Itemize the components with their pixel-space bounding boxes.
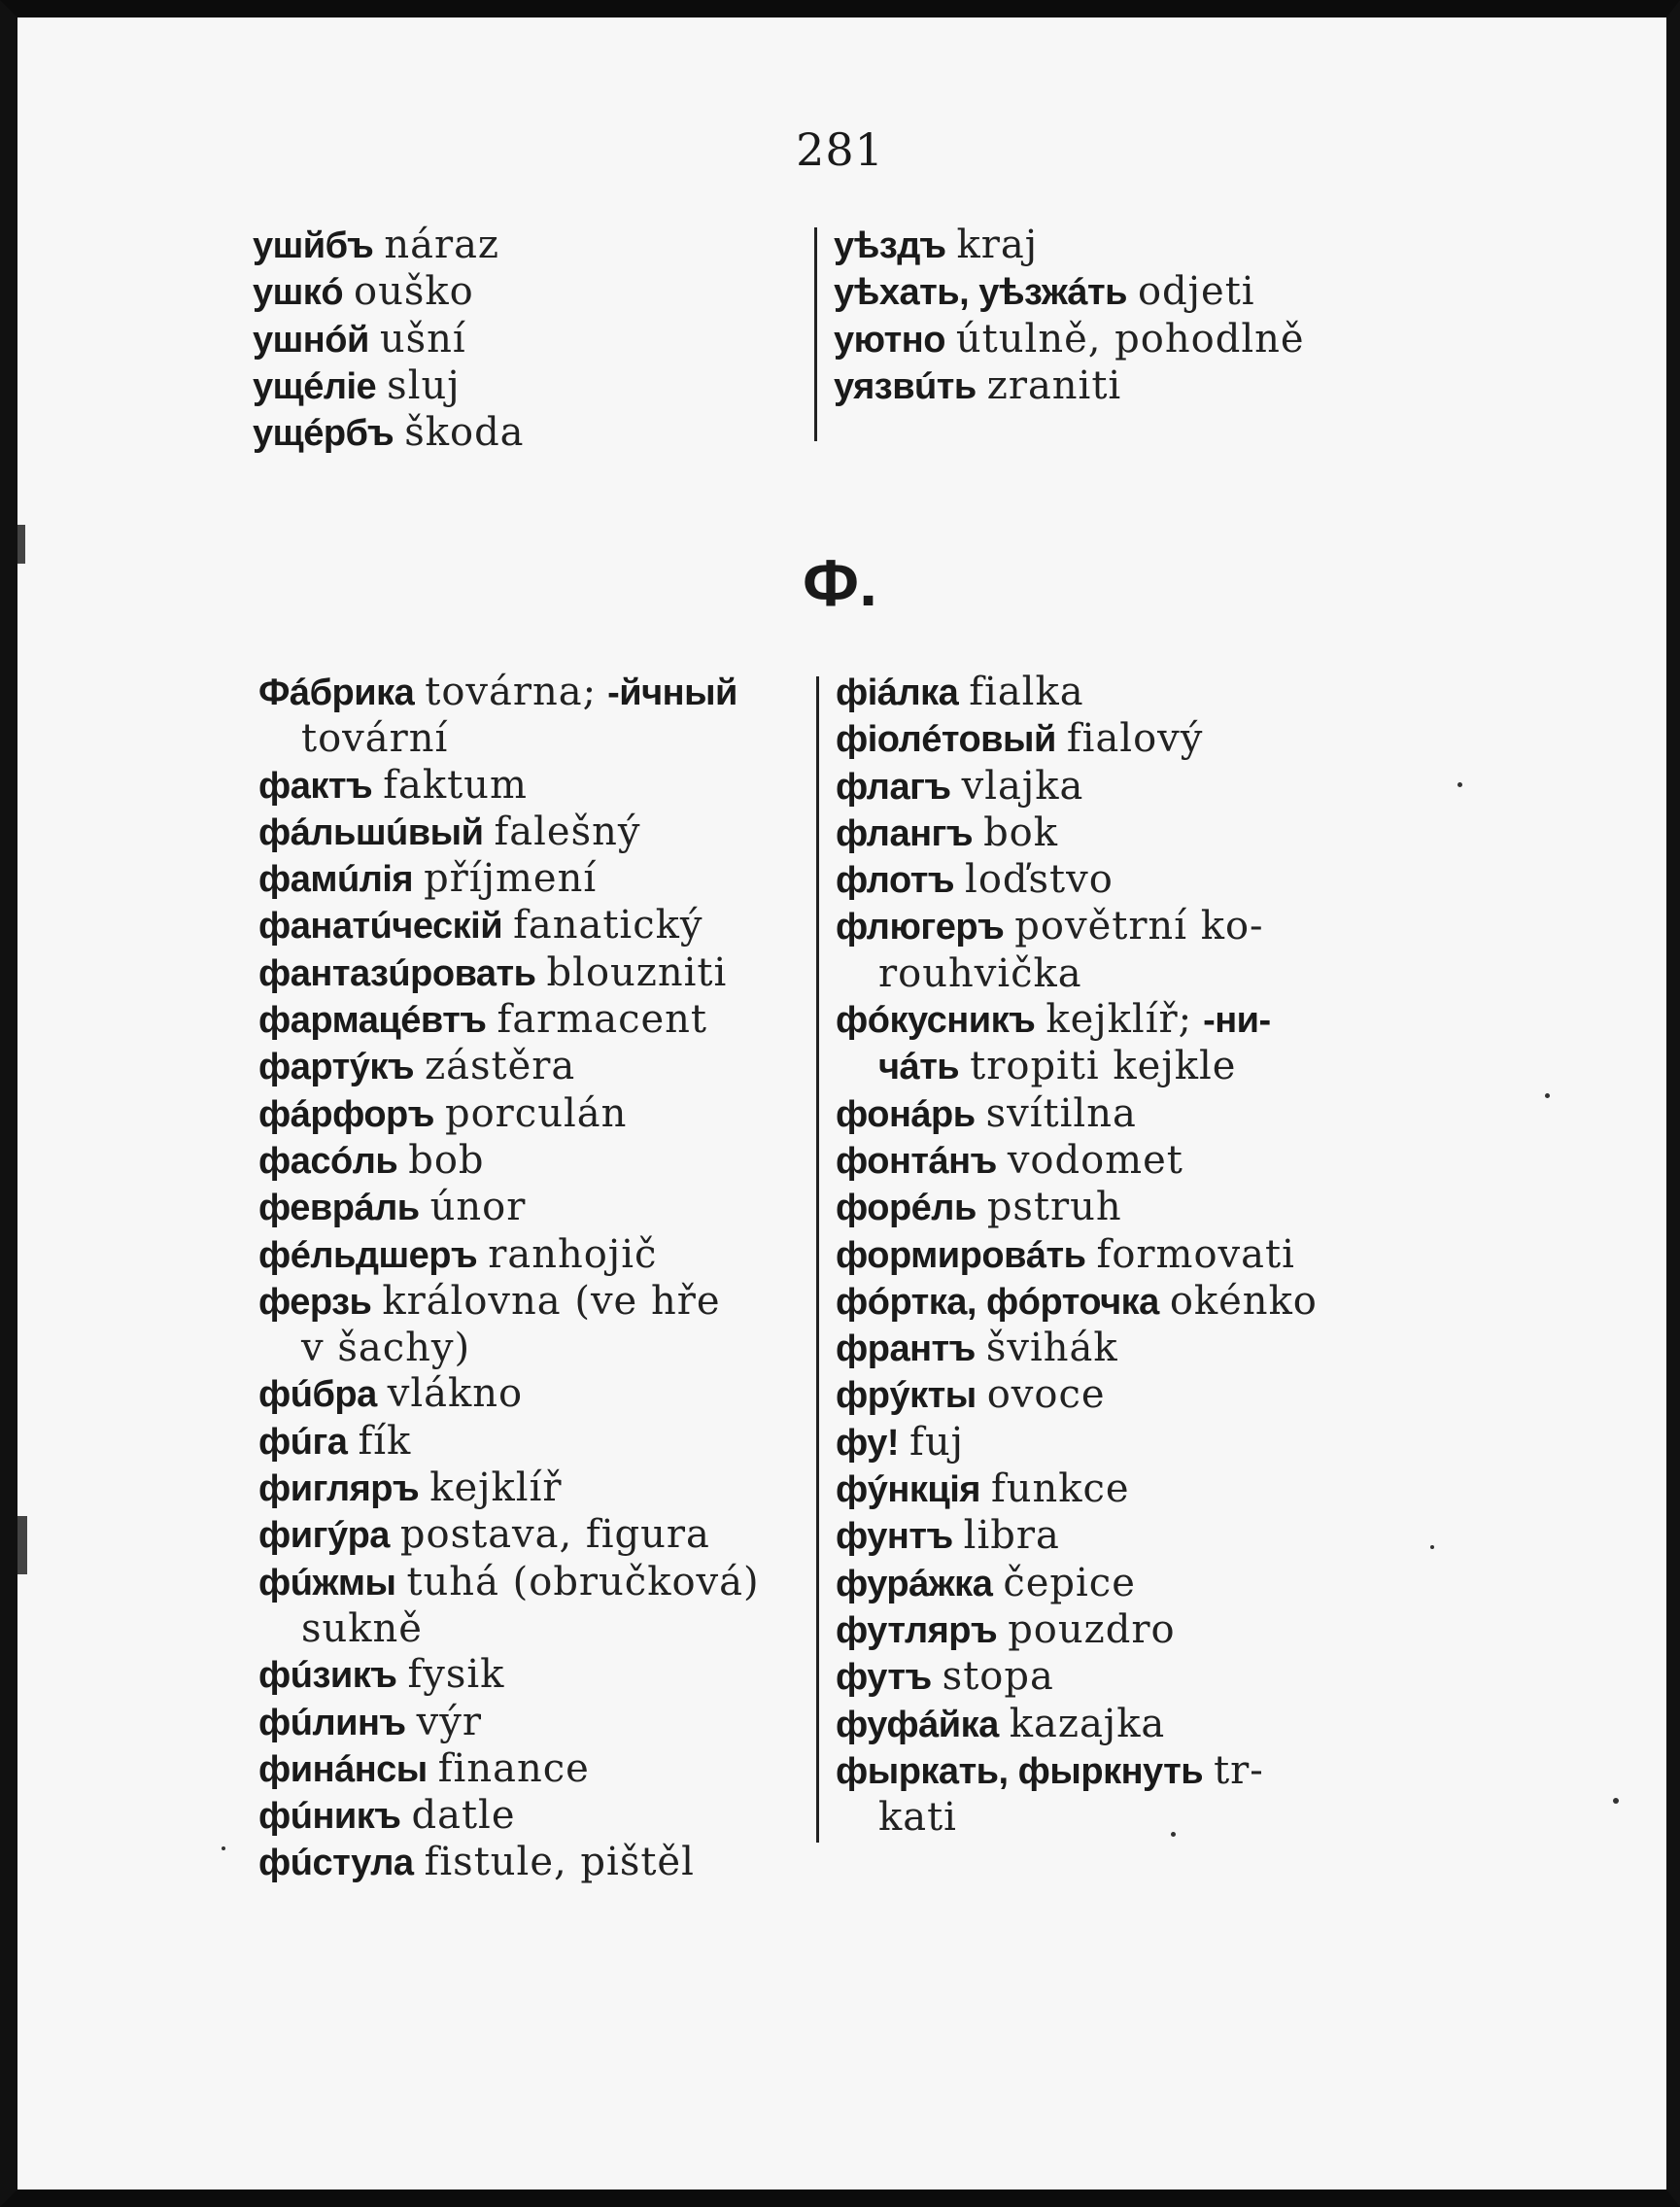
gloss: postava, figura [399, 1512, 710, 1558]
top-left-column [253, 222, 797, 456]
headword: флангъ [836, 812, 974, 854]
dictionary-entry [258, 1090, 812, 1137]
dictionary-entry [258, 1699, 812, 1745]
dictionary-entry [836, 810, 1389, 856]
gloss: tuhá (obručková) [406, 1559, 760, 1604]
gloss: zástěra [425, 1044, 576, 1089]
headword: фúга [258, 1421, 348, 1463]
dictionary-entry [258, 949, 812, 996]
dictionary-entry [836, 1184, 1389, 1230]
gloss: fanatický [513, 903, 703, 948]
headword: формировáть [836, 1234, 1086, 1276]
gloss: okénko [1169, 1278, 1318, 1324]
dictionary-entry [836, 1419, 1389, 1466]
dictionary-entry [836, 1090, 1389, 1137]
dictionary-entry [258, 1184, 812, 1230]
headword: фiолéтовый [836, 719, 1056, 761]
gloss: královna (ve hře [382, 1278, 721, 1324]
dictionary-entry [253, 268, 797, 315]
dictionary-entry [836, 1512, 1389, 1559]
dictionary-entry [834, 362, 1417, 409]
gloss: svítilna [985, 1090, 1137, 1136]
headword: фóртка, фóрточка [836, 1281, 1159, 1323]
gloss: vlákno [387, 1371, 524, 1417]
gloss: blouzniti [546, 949, 728, 995]
headword-continuation: чáть [878, 1047, 960, 1088]
dictionary-entry [836, 1231, 1389, 1278]
top-column-divider [814, 227, 817, 441]
headword: фáрфоръ [258, 1093, 434, 1135]
headword: фрýкты [836, 1375, 977, 1417]
headword: фúжмы [258, 1562, 396, 1604]
gloss: finance [437, 1745, 590, 1791]
gloss: loďstvo [965, 857, 1114, 903]
gloss: ušní [379, 316, 466, 362]
dictionary-entry [258, 762, 812, 809]
scan-speck [1430, 1545, 1434, 1549]
dictionary-entry [836, 669, 1389, 715]
dictionary-entry [258, 1839, 812, 1885]
dictionary-entry [258, 1511, 812, 1558]
gloss: útulně, pohodlně [955, 316, 1305, 362]
section-letter: Ф. [803, 546, 877, 620]
headword: фúлинъ [258, 1702, 406, 1743]
headword: уязвúть [834, 365, 977, 407]
headword: финáнсы [258, 1748, 428, 1790]
gloss: bob [408, 1137, 485, 1183]
gloss: škoda [404, 410, 525, 456]
headword: фыркать, фыркнуть [836, 1750, 1204, 1792]
gloss-continuation: kati [878, 1795, 957, 1841]
gloss: příjmení [424, 856, 598, 902]
gloss: ranhojič [488, 1231, 658, 1277]
gloss: kazajka [1009, 1701, 1166, 1746]
gloss: datle [411, 1793, 516, 1839]
gloss: bok [983, 810, 1058, 855]
headword: фасóль [258, 1140, 398, 1182]
gloss: výr [416, 1699, 482, 1744]
gloss-continuation: sukně [301, 1605, 423, 1651]
dictionary-entry [836, 1560, 1389, 1606]
gloss: továrna; [425, 670, 598, 714]
gloss: funkce [990, 1466, 1130, 1512]
headword: фуфáйка [836, 1704, 999, 1745]
gloss: fistule, pištěl [424, 1840, 695, 1885]
gloss: kejklíř [429, 1466, 563, 1511]
dictionary-entry [836, 996, 1389, 1090]
dictionary-entry [836, 1653, 1389, 1700]
gloss: libra [963, 1513, 1060, 1559]
gloss: pstruh [986, 1185, 1122, 1230]
dictionary-entry [258, 996, 812, 1043]
gloss: náraz [384, 223, 499, 267]
headword: фáльшúвый [258, 811, 484, 853]
headword: фигýра [258, 1515, 390, 1557]
dictionary-entry [258, 669, 812, 762]
headword: фармацéвтъ [258, 1000, 487, 1042]
headword: фунтъ [836, 1516, 953, 1558]
gloss: vlajka [961, 763, 1084, 809]
scan-speck [1545, 1093, 1550, 1098]
headword: фонтáнъ [836, 1140, 997, 1182]
scan-speck [1457, 782, 1462, 787]
dictionary-entry [253, 222, 797, 268]
dictionary-entry [258, 855, 812, 902]
headword: франтъ [836, 1328, 976, 1370]
dictionary-entry [258, 1231, 812, 1278]
dictionary-entry [836, 1325, 1389, 1371]
dictionary-entry [836, 1371, 1389, 1418]
gloss: tr- [1214, 1747, 1264, 1793]
gloss: fialový [1066, 716, 1204, 762]
headword: фúбра [258, 1374, 377, 1416]
dictionary-entry [258, 902, 812, 948]
headword: фантазúровать [258, 952, 536, 994]
dictionary-entry [253, 362, 797, 409]
gloss: fysik [407, 1652, 505, 1698]
dictionary-entry [258, 1792, 812, 1839]
gloss: kraj [956, 223, 1039, 267]
gloss: farmacent [497, 997, 707, 1043]
headword: флотъ [836, 860, 955, 902]
headword: флагъ [836, 766, 951, 808]
headword-suffix: -йчный [607, 672, 737, 713]
dictionary-entry [836, 903, 1389, 996]
dictionary-entry [253, 316, 797, 362]
gloss: ovoce [986, 1372, 1106, 1418]
scan-speck [222, 1846, 225, 1850]
headword: фамúлiя [258, 859, 414, 901]
gloss-continuation: tovární [301, 716, 449, 762]
headword: фартýкъ [258, 1047, 415, 1088]
headword: ферзь [258, 1281, 372, 1323]
headword: фу! [836, 1422, 900, 1464]
headword: Фáбрика [258, 672, 415, 713]
headword: фигляръ [258, 1468, 420, 1510]
gloss: švihák [985, 1326, 1118, 1371]
dictionary-entry [836, 1137, 1389, 1184]
dictionary-entry [836, 856, 1389, 903]
gloss: ouško [354, 269, 474, 315]
headword: футъ [836, 1657, 932, 1699]
dictionary-entry [258, 1465, 812, 1511]
dictionary-entry [836, 1747, 1389, 1841]
dictionary-entry [258, 1278, 812, 1371]
dictionary-entry [836, 1606, 1389, 1653]
headword: феврáль [258, 1188, 420, 1229]
headword: флюгеръ [836, 907, 1005, 948]
headword: форéль [836, 1188, 977, 1229]
dictionary-entry [834, 222, 1417, 268]
gloss: vodomet [1007, 1137, 1183, 1183]
headword: ушкó [253, 272, 344, 314]
gloss: pouzdro [1008, 1606, 1176, 1652]
headword: фурáжка [836, 1563, 993, 1604]
headword: уютно [834, 319, 945, 361]
headword-suffix: -ни- [1203, 1000, 1271, 1042]
headword: ущéлiе [253, 365, 377, 407]
gloss: zraniti [986, 362, 1122, 408]
gloss: falešný [494, 809, 641, 854]
scan-speck [1171, 1832, 1176, 1837]
gloss-continuation: tropiti kejkle [970, 1044, 1237, 1089]
dictionary-entry [258, 1651, 812, 1698]
dictionary-entry [834, 268, 1417, 315]
dictionary-entry [258, 1043, 812, 1089]
headword: фонáрь [836, 1093, 976, 1135]
main-column-divider [816, 676, 819, 1843]
scan-mark [17, 1516, 27, 1574]
scan-mark [17, 525, 25, 564]
gloss: kejklíř; [1046, 997, 1193, 1043]
main-left-column [258, 669, 812, 1886]
dictionary-entry [258, 1559, 812, 1652]
headword: уѣздъ [834, 225, 946, 266]
dictionary-entry [253, 409, 797, 456]
gloss: stopa [942, 1654, 1054, 1700]
headword: ушнóй [253, 319, 369, 361]
gloss: únor [429, 1185, 527, 1230]
headword: фéльдшеръ [258, 1234, 478, 1276]
headword: фúникъ [258, 1796, 401, 1838]
gloss: čepice [1003, 1560, 1136, 1605]
dictionary-entry [836, 1278, 1389, 1325]
dictionary-entry [836, 1466, 1389, 1512]
gloss: faktum [383, 762, 528, 808]
headword: ущéрбъ [253, 413, 394, 455]
dictionary-entry [258, 1137, 812, 1184]
headword: фактъ [258, 765, 373, 807]
scan-speck [1613, 1798, 1619, 1804]
dictionary-entry [258, 1370, 812, 1417]
dictionary-entry [836, 1701, 1389, 1747]
gloss: sluj [387, 362, 461, 408]
dictionary-entry [834, 316, 1417, 362]
gloss-continuation: v šachy) [301, 1326, 471, 1371]
gloss: fialka [969, 670, 1084, 714]
gloss: formovati [1096, 1231, 1295, 1277]
gloss: fuj [909, 1419, 965, 1465]
headword: уѣхать, уѣзжáть [834, 272, 1127, 314]
gloss: povětrní ko- [1014, 904, 1264, 949]
dictionary-entry [836, 763, 1389, 810]
dictionary-entry [836, 715, 1389, 762]
headword: ушйбъ [253, 225, 374, 266]
headword: фúзикъ [258, 1655, 397, 1697]
main-right-column [836, 669, 1389, 1840]
headword: фóкусникъ [836, 1000, 1036, 1042]
gloss-continuation: rouhvička [878, 950, 1082, 996]
top-right-column [834, 222, 1417, 409]
headword: фiáлка [836, 672, 959, 713]
dictionary-entry [258, 1418, 812, 1465]
headword: фýнкцiя [836, 1469, 980, 1511]
headword: фанатúческiй [258, 906, 503, 948]
headword: футляръ [836, 1609, 998, 1651]
page-number: 281 [796, 123, 884, 176]
gloss: odjeti [1137, 269, 1255, 315]
gloss: porculán [444, 1090, 628, 1136]
headword: фúстула [258, 1843, 414, 1884]
gloss: fík [358, 1418, 412, 1464]
dictionary-entry [258, 809, 812, 855]
dictionary-entry [258, 1745, 812, 1792]
